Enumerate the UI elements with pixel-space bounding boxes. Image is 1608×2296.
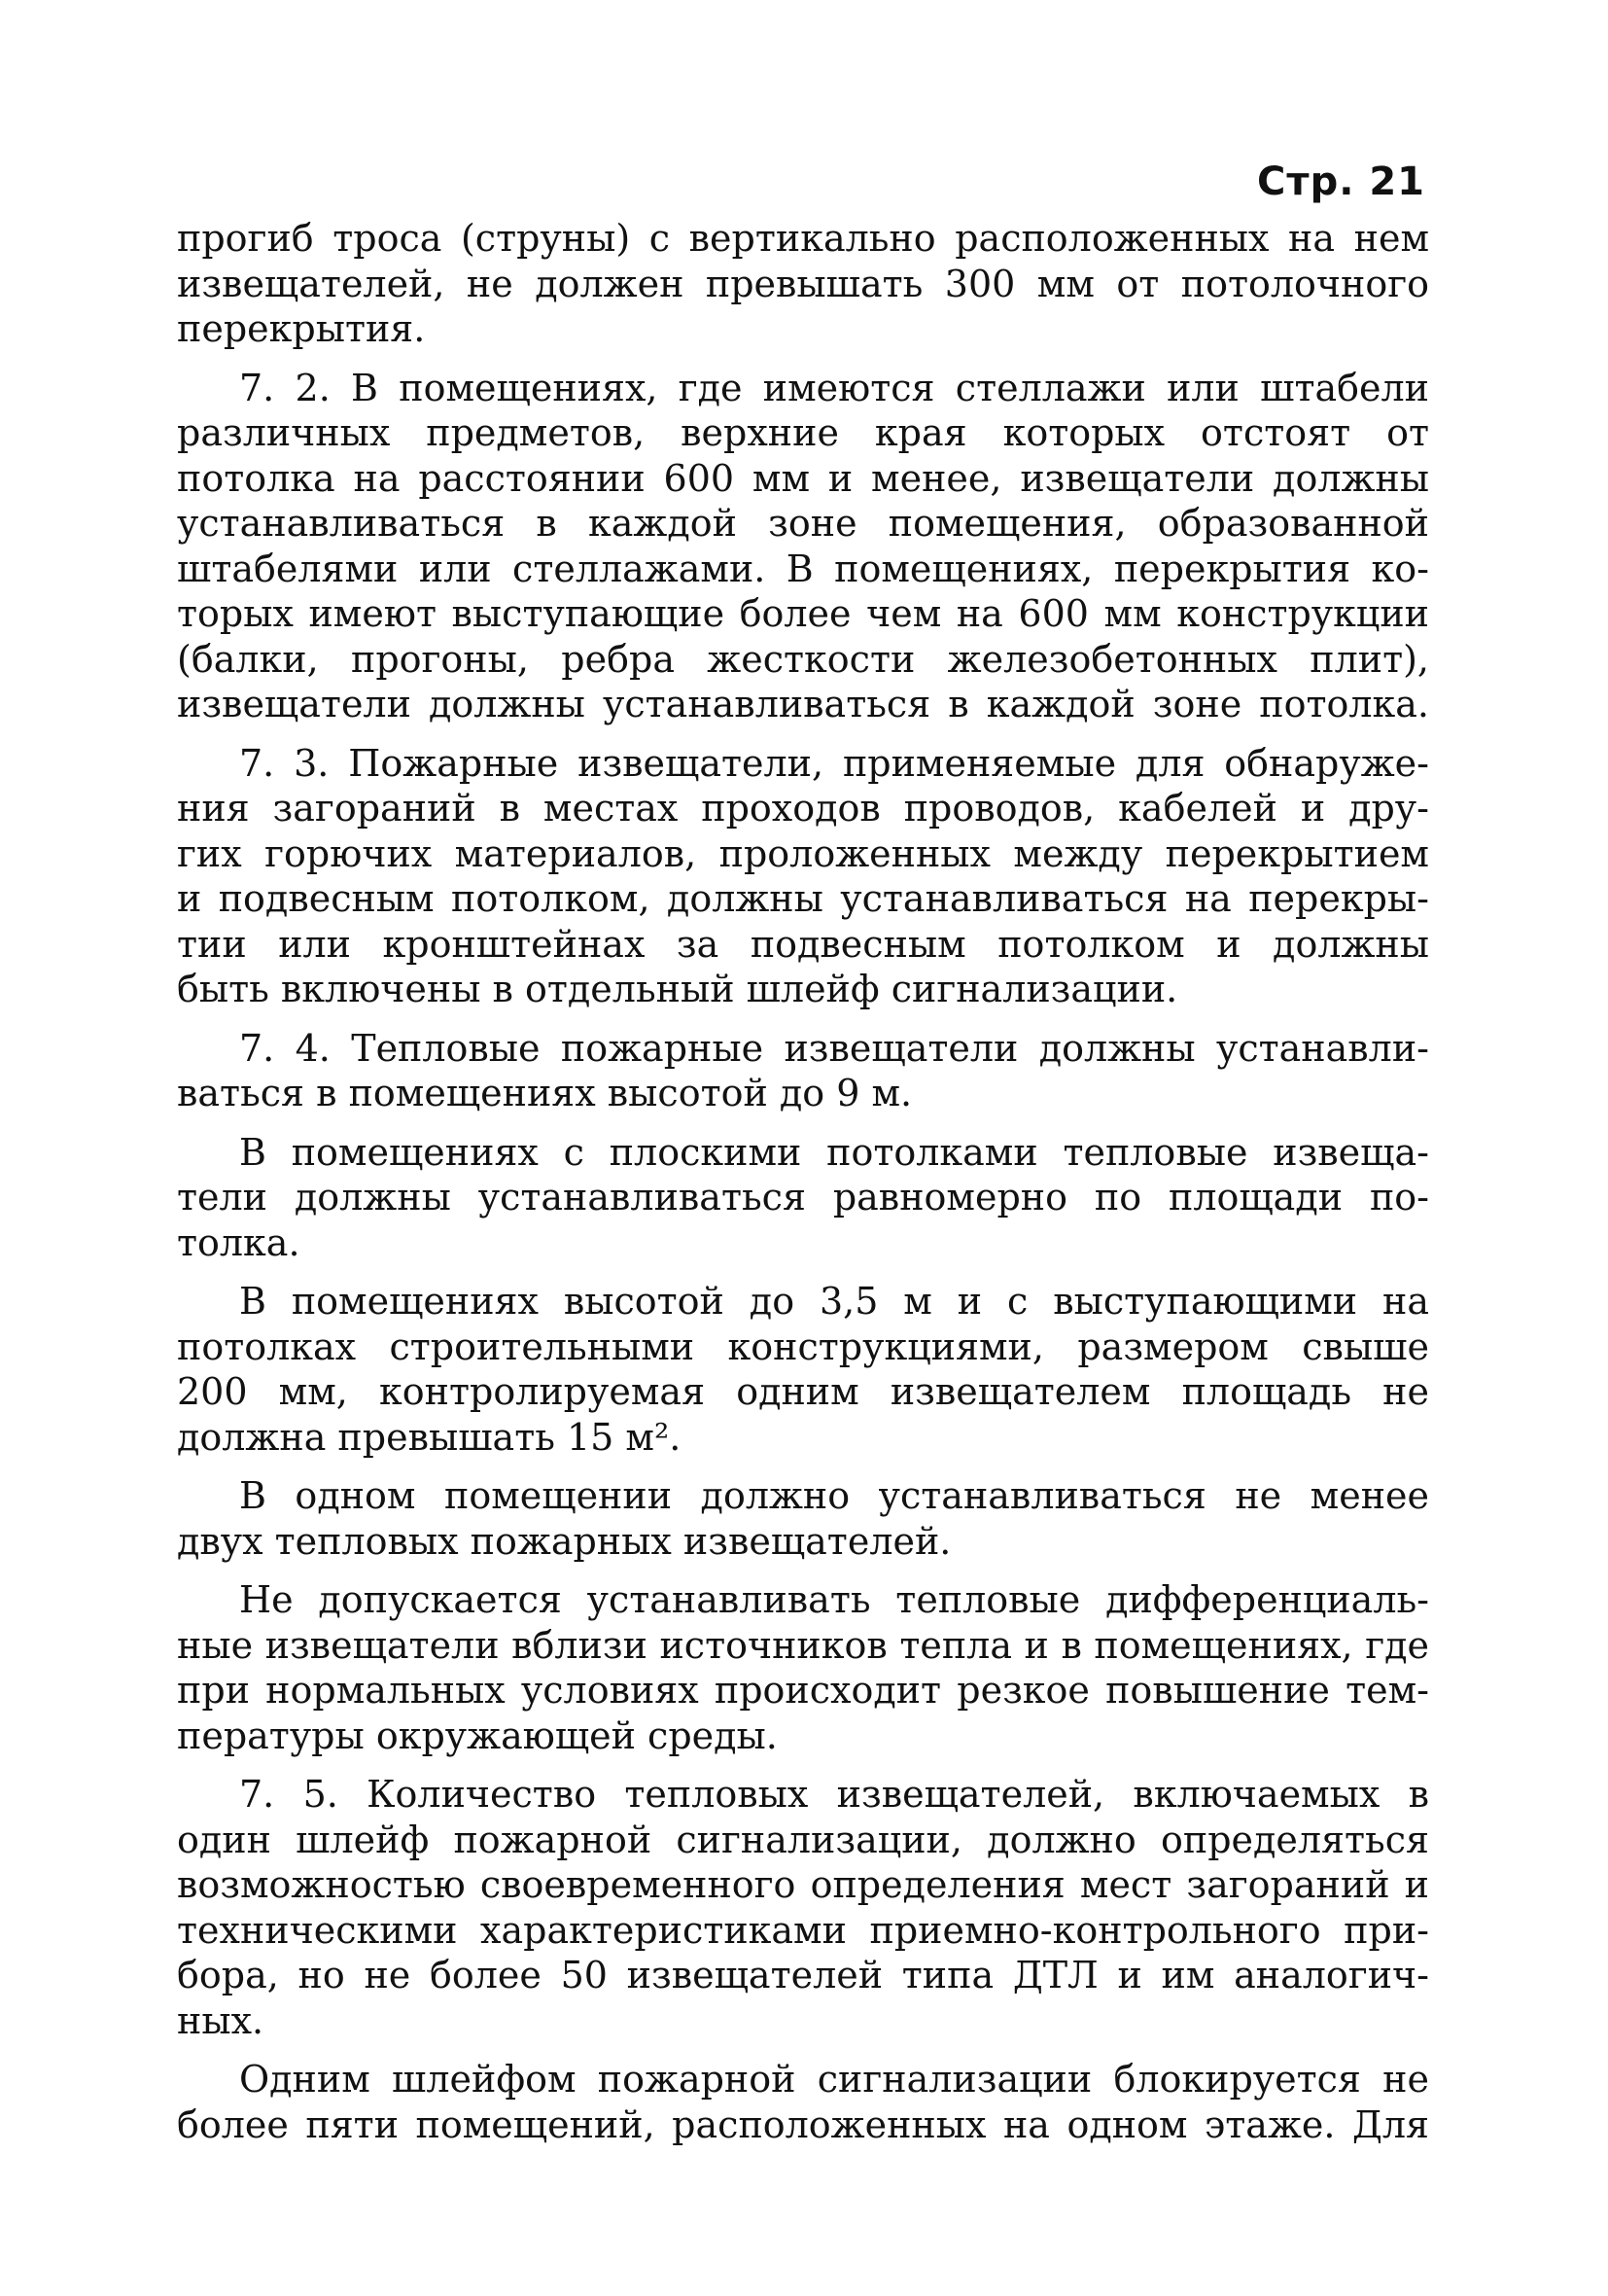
text-line: один шлейф пожарной сигнализации, должно определяться [177,1818,1429,1861]
text-line: прогиб троса (струны) с вертикально расположенных на нем [177,217,1429,260]
text-line: ваться в помещениях высотой до 9 м. [177,1072,913,1114]
paragraph-height-3-5 [177,1279,1429,1460]
text-line: бора, но не более 50 извещателей типа ДТЛ и им аналогич- [177,1954,1429,1996]
text-line: быть включены в отдельный шлейф сигнализации. [177,968,1178,1010]
text-line: потолках строительными конструкциями, размером свыше [177,1325,1429,1368]
text-line: потолка на расстоянии 600 мм и менее, извещатели должны [177,456,1429,500]
text-line: техническими характеристиками приемно-контрольного при- [177,1908,1429,1952]
text-line: В одном помещении должно устанавливаться не менее [239,1474,1429,1517]
text-line: ния загораний в местах проходов проводов, кабелей и дру- [177,787,1429,830]
text-line: 7. 2. В помещениях, где имеются стеллажи или штабели [239,366,1429,409]
paragraph-differential [177,1577,1429,1758]
text-line: 7. 4. Тепловые пожарные извещатели должны устанавли- [239,1026,1429,1070]
paragraph-7-5 [177,1772,1429,2043]
text-line: гих горючих материалов, проложенных между перекрытием [177,831,1429,875]
page-number: Стр. 21 [1257,159,1425,204]
paragraph-7-2 [177,366,1429,727]
text-line: должна превышать 15 м². [177,1415,682,1459]
text-line: извещатели должны устанавливаться в каждой зоне потолка. [177,683,1429,725]
paragraph-continuation [177,216,1429,352]
paragraph-7-4 [177,1026,1429,1116]
text-line: возможностью своевременного определения мест загораний и [177,1863,1429,1906]
paragraph-7-3 [177,741,1429,1012]
text-line: извещателей, не должен превышать 300 мм от потолочного [177,262,1429,305]
text-line: 7. 5. Количество тепловых извещателей, включаемых в [239,1773,1429,1816]
text-line: перекрытия. [177,307,426,350]
text-line: В помещениях с плоскими потолками тепловые извеща- [239,1130,1429,1174]
text-line: ных. [177,1998,264,2042]
text-line: штабелями или стеллажами. В помещениях, перекрытия ко- [177,547,1429,590]
body-text [177,216,1429,2161]
paragraph-two-detectors [177,1473,1429,1564]
paragraph-flat-ceilings [177,1130,1429,1266]
text-line: тии или кронштейнах за подвесным потолком и должны [177,922,1429,966]
text-line: пературы окружающей среды. [177,1713,778,1757]
text-line: более пяти помещений, расположенных на одном этаже. Для [177,2102,1429,2146]
text-line: тели должны устанавливаться равномерно по площади по- [177,1176,1429,1219]
text-line: Не допускается устанавливать тепловые дифференциаль- [239,1578,1429,1621]
text-line: (балки, прогоны, ребра жесткости железобетонных плит), [177,637,1429,681]
text-line: и подвесным потолком, должны устанавливаться на перекры- [177,877,1429,920]
text-line: двух тепловых пожарных извещателей. [177,1519,952,1563]
text-line: 7. 3. Пожарные извещатели, применяемые для обнаруже- [239,741,1429,785]
text-line: при нормальных условиях происходит резкое повышение тем- [177,1669,1429,1712]
text-line: Одним шлейфом пожарной сигнализации блокируется не [239,2058,1429,2101]
text-line: толка. [177,1220,300,1264]
text-line: В помещениях высотой до 3,5 м и с выступающими на [239,1280,1429,1323]
text-line: различных предметов, верхние края которых отстоят от [177,411,1429,454]
text-line: 200 мм, контролируемая одним извещателем площадь не [177,1370,1429,1413]
text-line: торых имеют выступающие более чем на 600 мм конструкции [177,592,1429,635]
text-line: ные извещатели вблизи источников тепла и в помещениях, где [177,1623,1429,1667]
paragraph-one-loop [177,2057,1429,2147]
text-line: устанавливаться в каждой зоне помещения, образованной [177,502,1429,545]
